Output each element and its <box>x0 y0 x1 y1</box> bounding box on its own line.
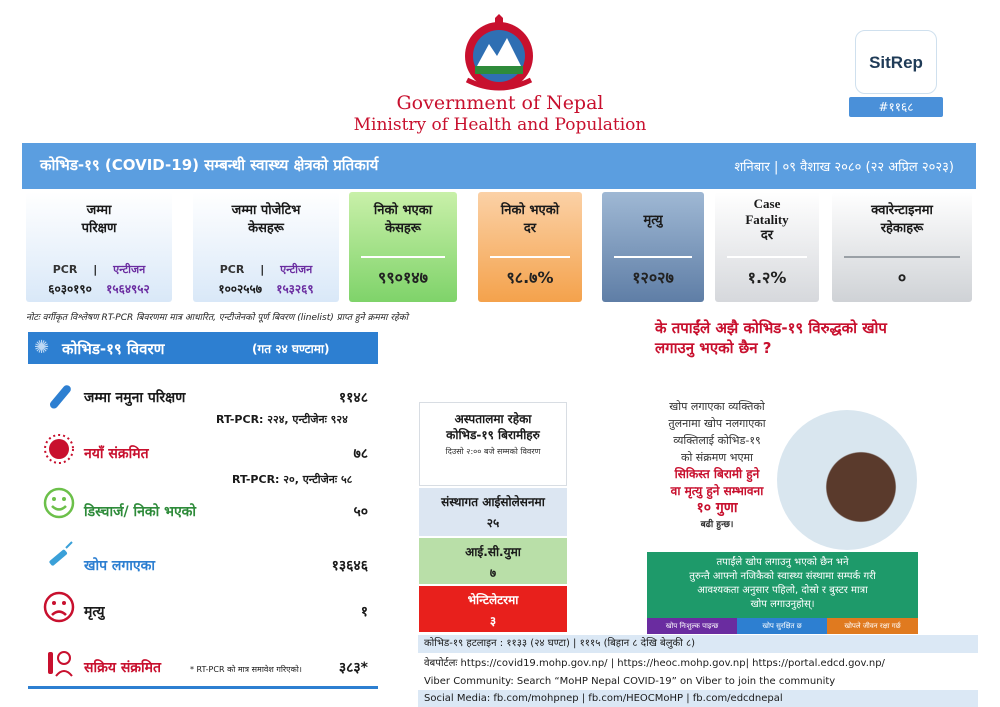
separator: | <box>260 263 265 276</box>
card-label: केसहरू <box>385 221 421 236</box>
test-tube-icon <box>42 380 76 414</box>
tests-value: ११४८ <box>338 390 368 406</box>
card-recovery-rate <box>478 192 582 302</box>
card-deaths <box>602 192 704 302</box>
deaths-value: १ <box>360 604 368 620</box>
deaths-label: मृत्यु <box>84 604 105 620</box>
card-label: केसहरू <box>248 221 284 236</box>
poster-message <box>647 398 787 534</box>
hospital-title: अस्पतालमा रहेका <box>454 412 532 426</box>
poster-highlight: वा मृत्यु हुने सम्भावना <box>670 484 764 498</box>
isolation-value: २५ <box>486 516 500 530</box>
details-period: (गत २४ घण्टामा) <box>252 342 330 356</box>
card-value: १२०२७ <box>632 268 674 287</box>
new-cases-label: नयाँ संक्रमित <box>84 446 149 462</box>
discharged-label: डिस्चार्ज/ निको भएको <box>84 504 197 520</box>
virus-icon: ✺ <box>34 337 50 358</box>
icu-label: आई.सी.युमा <box>465 545 521 559</box>
card-label: क्वारेन्टाइनमा <box>871 203 933 218</box>
smile-icon <box>42 486 76 520</box>
card-total-positive <box>193 192 339 302</box>
social-info[interactable]: Social Media: fb.com/mohpnep | fb.com/HEOCMoHP | fb.com/edcdnepal <box>418 690 978 707</box>
divider <box>361 256 445 258</box>
antigen-label: एन्टीजन <box>113 263 146 276</box>
card-label: जम्मा <box>86 203 112 218</box>
poster-line: को संक्रमण भएमा <box>681 451 753 464</box>
isolation-box <box>419 488 567 536</box>
hospital-box <box>419 402 567 486</box>
pcr-label: PCR <box>219 263 245 276</box>
card-case-fatality <box>715 192 819 302</box>
icu-value: ७ <box>489 566 497 580</box>
poster-line: बढी हुन्छ। <box>700 520 734 530</box>
poster-line: खोप लगाउनुहोस्। <box>750 599 815 610</box>
poster-big-number: १० गुणा <box>696 500 738 516</box>
poster-line: तपाईंले खोप लगाउनु भएको छैन भने <box>716 557 849 568</box>
pcr-label: PCR <box>52 263 78 276</box>
sad-face-icon <box>42 590 76 624</box>
poster-line: व्यक्तिलाई कोभिड-१९ <box>673 434 761 447</box>
ministry-title: Ministry of Health and Population <box>353 115 647 135</box>
divider <box>844 256 960 258</box>
isolation-label: संस्थागत आईसोलेसनमा <box>441 495 545 509</box>
new-cases-breakdown: RT-PCR: २०, एन्टीजेनः ५८ <box>232 473 353 486</box>
card-value: ९८.७% <box>506 268 554 287</box>
report-date: शनिबार | ०९ वैशाख २०८० (२२ अप्रिल २०२३) <box>734 160 954 175</box>
strip-saves-life: खोपले जीवन रक्षा गर्छ <box>827 618 918 634</box>
card-total-tests <box>26 192 172 302</box>
vaccine-poster <box>647 314 918 634</box>
antigen-value: १५६४९५२ <box>106 282 150 296</box>
vaccinated-value: १३६४६ <box>331 558 368 574</box>
card-value: १.२% <box>747 268 787 287</box>
details-title: कोभिड-१९ विवरण <box>62 340 165 358</box>
poster-headline: के तपाईंले अझै कोभिड-१९ विरुद्धको खोप लगाउनु भएको छैन ? <box>655 319 887 357</box>
active-label: सक्रिय संक्रमित <box>84 660 162 676</box>
card-label: रहेकाहरू <box>880 221 924 236</box>
card-value: ० <box>897 268 907 287</box>
divider <box>614 256 692 258</box>
card-label: दर <box>523 221 537 236</box>
tests-label: जम्मा नमुना परिक्षण <box>84 390 186 406</box>
poster-strip <box>647 618 918 634</box>
hotline-info: कोभिड-१९ हटलाइन : ११३३ (२४ घण्टा) | १११५ (बिहान ८ देखि बेलुकी ८) <box>418 635 978 653</box>
title-bar <box>22 143 976 189</box>
card-label: मृत्यु <box>643 213 663 228</box>
ventilator-value: ३ <box>489 614 497 628</box>
icu-box <box>419 538 567 584</box>
viber-info: Viber Community: Search “MoHP Nepal COVID-19” on Viber to join the community <box>418 673 978 691</box>
website-info[interactable]: वेबपोर्टलः https://covid19.mohp.gov.np/ | https://heoc.mohp.gov.np| https://portal.edcd.gov.np/ <box>418 655 978 674</box>
virus-icon <box>42 432 76 466</box>
card-label: Fatality <box>745 212 789 227</box>
card-label: Case <box>753 196 781 211</box>
card-label: निको भएका <box>373 203 433 218</box>
vaccinated-label: खोप लगाएका <box>84 558 156 574</box>
card-label: परिक्षण <box>81 221 117 236</box>
card-label: निको भएको <box>500 203 560 218</box>
vaccination-photo <box>777 410 917 550</box>
card-quarantine <box>832 192 972 302</box>
patient-icon <box>42 646 76 680</box>
tests-breakdown: RT-PCR: २२४, एन्टीजेनः ९२४ <box>216 413 348 426</box>
poster-line: आवश्यकता अनुसार पहिलो, दोस्रो र बुस्टर मात्रा <box>697 585 868 596</box>
details-header <box>28 332 378 364</box>
pcr-value: ६०३०१९० <box>48 282 92 296</box>
card-label: दर <box>760 228 774 243</box>
sitrep-label: SitRep <box>869 53 923 72</box>
divider <box>490 256 570 258</box>
card-label: जम्मा पोजेटिभ <box>231 203 301 218</box>
strip-free: खोप निःशुल्क पाइन्छ <box>647 618 737 634</box>
sitrep-number: #११६८ <box>849 97 943 117</box>
new-cases-value: ७८ <box>353 446 368 462</box>
antigen-label: एन्टीजन <box>280 263 313 276</box>
hospital-title: कोभिड-१९ बिरामीहरु <box>446 428 540 442</box>
ventilator-label: भेन्टिलेटरमा <box>467 593 519 607</box>
nepal-emblem-icon <box>457 14 541 94</box>
active-note: * RT-PCR को मात्र समावेश गरिएको। <box>190 665 302 674</box>
note-text: नोटः वर्गीकृत विश्लेषण RT-PCR बिवरणमा मात्र आधारित, एन्टीजेनको पूर्ण बिवरण (linelist) प्राप्त हुने क्रममा रहेको <box>26 313 409 323</box>
gov-title: Government of Nepal <box>396 92 604 114</box>
separator: | <box>93 263 98 276</box>
active-value: ३८३* <box>338 660 368 676</box>
sitrep-badge <box>855 30 937 94</box>
pcr-value: १००२५५७ <box>218 282 263 296</box>
antigen-value: १५३२६९ <box>276 282 314 296</box>
poster-highlight: सिकिस्त बिरामी हुने <box>674 467 760 481</box>
report-title: कोभिड-१९ (COVID-19) सम्बन्धी स्वास्थ्य क्षेत्रको प्रतिकार्य <box>40 156 379 174</box>
syringe-icon <box>42 540 76 574</box>
poster-line: तुलनामा खोप नलगाएका <box>668 417 766 430</box>
strip-safe: खोप सुरक्षित छ <box>737 618 827 634</box>
card-value: ९९०१४७ <box>378 268 428 287</box>
poster-line: खोप लगाएका व्यक्तिको <box>669 400 765 413</box>
card-recovered <box>349 192 457 302</box>
details-footer-line <box>28 686 378 689</box>
discharged-value: ५० <box>353 504 368 520</box>
hospital-time-note: दिउसो २:०० बजे सम्मको विवरण <box>445 447 541 456</box>
ventilator-box <box>419 586 567 632</box>
poster-call-to-action <box>647 552 918 618</box>
divider <box>727 256 807 258</box>
poster-line: तुरुन्तै आफ्नो नजिकैको स्वास्थ्य संस्थामा सम्पर्क गरी <box>689 571 876 582</box>
